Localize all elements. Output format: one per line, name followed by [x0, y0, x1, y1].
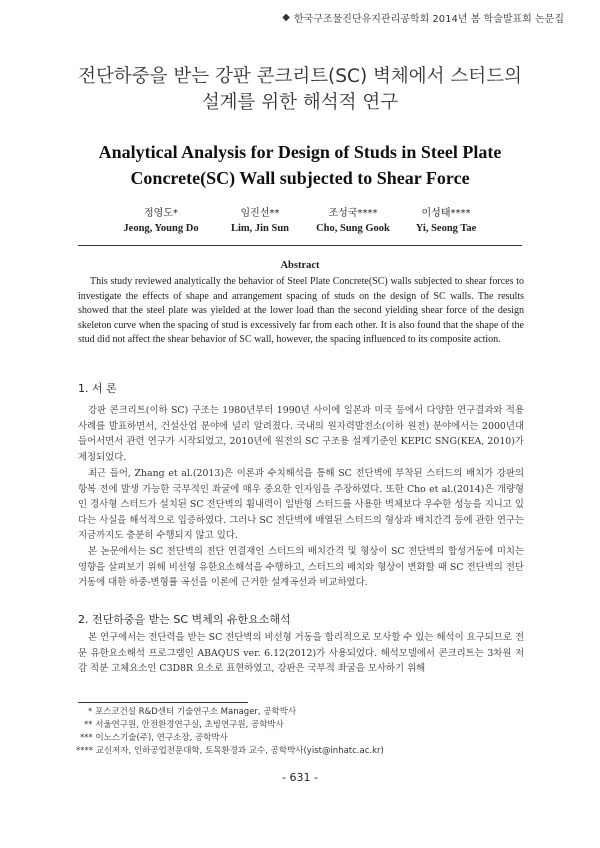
author-4: [381, 206, 511, 236]
korean-title-line-2: 설계를 위한 해석적 연구: [201, 92, 399, 113]
author-korean-name: 임진선**: [240, 208, 280, 219]
section-2-heading: 2. 전단하중을 받는 SC 벽체의 유한요소해석: [78, 613, 291, 626]
section-1-paragraph: 본 논문에서는 SC 전단벽의 전단 연결재인 스터드의 배치간격 및 형상이 SC 전단벽의 합성거동에 미치는 영향을 살펴보기 위해 비선형 유한요소해석을 수행하고, 스터드의 배치와 형상이 변화할 때 SC 전단벽의 전단거동에 대한 하중-변형률 곡선을 이론에 근거한 설계곡선과 비교하였다.: [78, 546, 524, 589]
running-header: [282, 10, 564, 25]
footnote: ** 서울연구원, 안전환경연구실, 초빙연구원, 공학박사: [84, 720, 284, 730]
section-2-paragraph: 본 연구에서는 전단력을 받는 SC 전단벽의 비선형 거동을 합리적으로 모사할 수 있는 해석이 요구되므로 전문 유한요소해석 프로그램인 ABAQUS ver. 6.12(2012)가 사용되었다. 해석모델에서 콘크리트는 3차원 저감 적분 고체요소인 C3D8R 요소로 표현하였고, 강판은 국부적 좌굴을 모사하기 위해: [78, 632, 524, 675]
section-1-paragraph: 강판 콘크리트(이하 SC) 구조는 1980년부터 1990년 사이에 일본과 미국 등에서 다양한 연구결과와 적용 사례를 발표하면서, 건설산업 분야에 널리 알려졌다. 국내의 원자력발전소(이하 원전) 분야에서는 2000년대 들어서면서 관련 연구가 시작되었고, 2010년에 원전의 SC 구조용 설계기준인 KEPIC SNG(KEA, 2010)가 제정되었다.: [78, 405, 524, 463]
author-english-name: Cho, Sung Gook: [316, 223, 390, 234]
diamond-icon: ◆: [282, 12, 290, 23]
author-english-name: Jeong, Young Do: [123, 223, 199, 234]
footnote: **** 교신저자, 인하공업전문대학, 토목환경과 교수, 공학박사(yist@inhatc.ac.kr): [76, 746, 384, 756]
header-text: 한국구조물진단유지관리공학회 2014년 봄 학술발표회 논문집: [293, 14, 564, 25]
english-title-line-2: Concrete(SC) Wall subjected to Shear Force: [130, 168, 470, 188]
author-korean-name: 정영도*: [144, 208, 178, 219]
section-1-heading: 1. 서 론: [78, 382, 117, 395]
footnote: *** 이노스기술(주), 연구소장, 공학박사: [80, 733, 228, 743]
footnote: * 포스코건설 R&D센터 기술연구소 Manager, 공학박사: [88, 707, 297, 717]
english-title-line-1: Analytical Analysis for Design of Studs in Steel Plate: [98, 142, 502, 162]
divider-line: [78, 245, 522, 246]
section-1-paragraph: 최근 들어, Zhang et al.(2013)은 이론과 수치해석을 통해 SC 전단벽에 부착된 스터드의 배치가 강판의 항복 전에 발생 가능한 국부적인 좌굴에 매우 중요한 인자임을 주장하였다. 또한 Cho et al.(2014)은 개량형인 경사형 스터드가 설치된 SC 전단벽의 휨내력이 일반형 스터드를 사용한 벽체보다 우수한 성능을 지니고 있다는 사실을 해석적으로 입증하였다. 그러나 SC 전단벽에 배열된 스터드의 형상과 배치간격 등에 관한 연구는 지금까지도 충분히 수행되지 않고 있다.: [78, 468, 524, 542]
author-korean-name: 이성태****: [421, 208, 471, 219]
abstract-text: This study reviewed analytically the behavior of Steel Plate Concrete(SC) walls subjected to shear forces to investigate the effects of shape and arrangement spacing of studs on the design of SC walls. The results showed that the steel plate was yielded at the lower load than the second yielding shear force of the design skeleton curve when the spacing of stud is excessively far from each other. It is also found that the shape of the stud did not affect the shear behavior of SC wall, however, the spacing influenced to its composite action.: [78, 276, 524, 346]
page-number: - 631 -: [282, 771, 318, 784]
korean-title-line-1: 전단하중을 받는 강판 콘크리트(SC) 벽체에서 스터드의: [78, 66, 522, 87]
footnote-rule: [78, 702, 248, 703]
author-korean-name: 조성국****: [328, 208, 378, 219]
abstract-heading: Abstract: [280, 260, 320, 271]
author-english-name: Lim, Jin Sun: [230, 223, 290, 234]
author-english-name: Yi, Seong Tae: [415, 223, 477, 234]
